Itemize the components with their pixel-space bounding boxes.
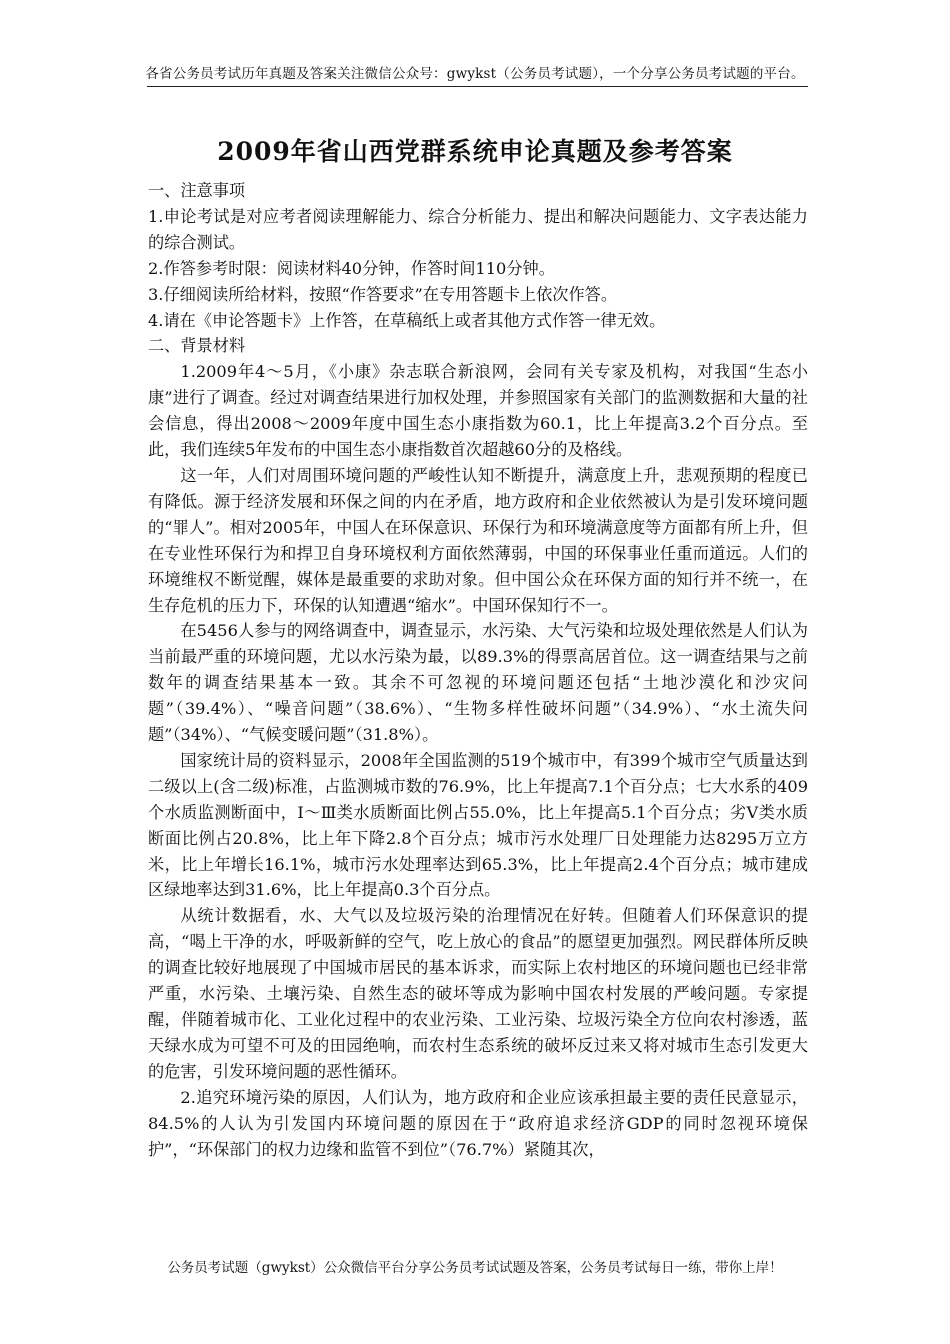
page-header: 各省公务员考试历年真题及答案关注微信公众号：gwykst（公务员考试题），一个分享公务员考试题的平台。 [145, 66, 805, 82]
body-paragraph: 2.追究环境污染的原因，人们认为，地方政府和企业应该承担最主要的责任民意显示，84.5%的人认为引发国内环境问题的原因在于“政府追求经济GDP的同时忽视环境保护”，“环保部门的权力边缘和监管不到位”（76.7%）紧随其次， [148, 1087, 808, 1159]
section-heading-notes: 一、注意事项 [148, 181, 246, 200]
page-footer: 公务员考试题（gwykst）公众微信平台分享公务员考试试题及答案，公务员考试每日一练，带你上岸！ [167, 1260, 783, 1276]
note-item: 2.作答参考时限：阅读材料40分钟，作答时间110分钟。 [148, 258, 555, 278]
header-divider [147, 86, 808, 87]
body-paragraph: 国家统计局的资料显示，2008年全国监测的519个城市中，有399个城市空气质量达到二级以上(含二级)标准，占监测城市数的76.9%，比上年提高7.1个百分点；七大水系的409个水质监测断面中，Ⅰ～Ⅲ类水质断面比例占55.0%，比上年提高5.1个百分点；劣Ⅴ类水质断面比例占20.8%，比上年下降2.8个百分点；城市污水处理厂日处理能力达8295万立方米，比上年增长16.1%，城市污水处理率达到65.3%，比上年提高2.4个百分点；城市建成区绿地率达到31.6%，比上年提高0.3个百分点。 [148, 750, 808, 900]
page-title: 2009年省山西党群系统申论真题及参考答案 [217, 137, 733, 166]
body-paragraph: 在5456人参与的网络调查中，调查显示，水污染、大气污染和垃圾处理依然是人们认为当前最严重的环境问题，尤以水污染为最，以89.3%的得票高居首位。这一调查结果与之前数年的调查结果基本一致。其余不可忽视的环境问题还包括“土地沙漠化和沙灾问题”（39.4%）、“噪音问题”（38.6%）、“生物多样性破坏问题”（34.9%）、“水土流失问题”（34%）、“气候变暖问题”（31.8%）。 [148, 621, 808, 745]
document-body [148, 178, 808, 1162]
body-paragraph: 从统计数据看，水、大气以及垃圾污染的治理情况在好转。但随着人们环保意识的提高，“喝上干净的水，呼吸新鲜的空气，吃上放心的食品”的愿望更加强烈。网民群体所反映的调查比较好地展现了中国城市居民的基本诉求，而实际上农村地区的环境问题也已经非常严重，水污染、土壤污染、自然生态的破坏等成为影响中国农村发展的严峻问题。专家提醒，伴随着城市化、工业化过程中的农业污染、工业污染、垃圾污染全方位向农村渗透，蓝天绿水成为可望不可及的田园绝响，而农村生态系统的破坏反过来又将对城市生态引发更大的危害，引发环境问题的恶性循环。 [148, 906, 808, 1081]
note-item: 1.申论考试是对应考者阅读理解能力、综合分析能力、提出和解决问题能力、文字表达能力的综合测试。 [148, 206, 808, 252]
note-item: 4.请在《申论答题卡》上作答，在草稿纸上或者其他方式作答一律无效。 [148, 310, 666, 330]
body-paragraph: 这一年，人们对周围环境问题的严峻性认知不断提升，满意度上升，悲观预期的程度已有降低。源于经济发展和环保之间的内在矛盾，地方政府和企业依然被认为是引发环境问题的“罪人”。相对2005年，中国人在环保意识、环保行为和环境满意度等方面都有所上升，但在专业性环保行为和捍卫自身环境权利方面依然薄弱，中国的环保事业任重而道远。人们的环境维权不断觉醒，媒体是最重要的求助对象。但中国公众在环保方面的知行并不统一，在生存危机的压力下，环保的认知遭遇“缩水”。中国环保知行不一。 [148, 465, 808, 615]
body-paragraph: 1.2009年4～5月，《小康》杂志联合新浪网，会同有关专家及机构，对我国“生态小康”进行了调查。经过对调查结果进行加权处理，并参照国家有关部门的监测数据和大量的社会信息，得出2008～2009年度中国生态小康指数为60.1，比上年提高3.2个百分点。至此，我们连续5年发布的中国生态小康指数首次超越60分的及格线。 [148, 362, 808, 460]
section-heading-background: 二、背景材料 [148, 336, 246, 356]
note-item: 3.仔细阅读所给材料，按照“作答要求”在专用答题卡上依次作答。 [148, 284, 618, 304]
